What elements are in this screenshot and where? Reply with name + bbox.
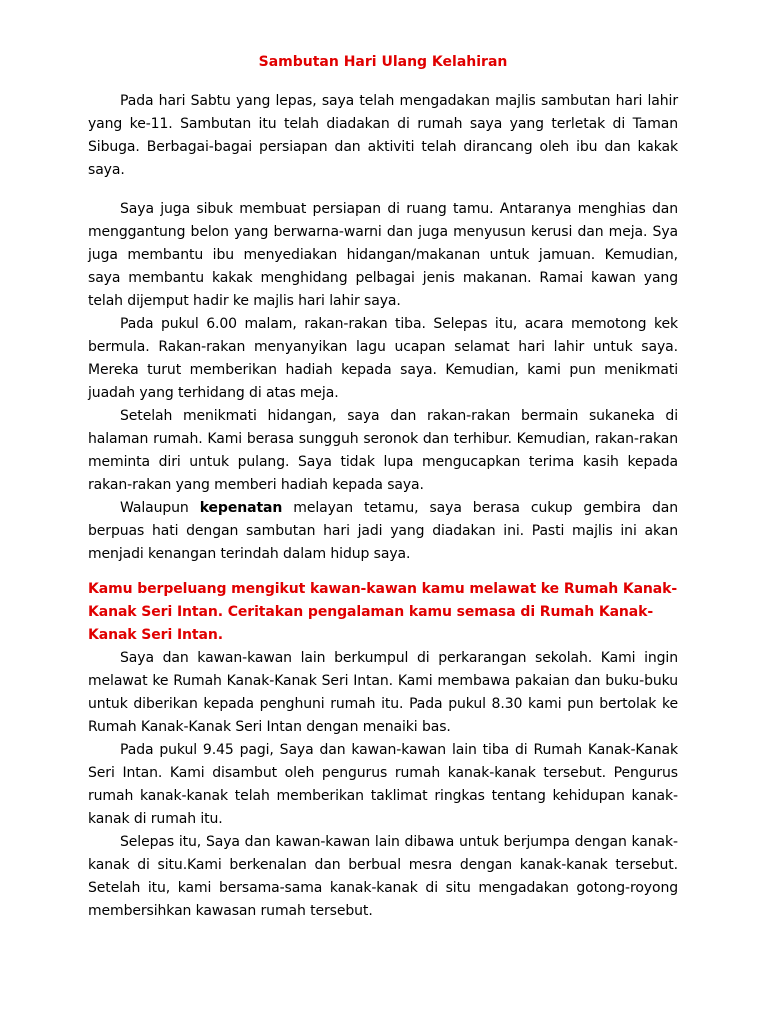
essay-question: Kamu berpeluang mengikut kawan-kawan kamu melawat ke Rumah Kanak-Kanak Seri Intan. Ceritakan pengalaman kamu semasa di Rumah Kanak-Kanak Seri Intan. <box>88 581 678 643</box>
paragraph-party: Pada pukul 6.00 malam, rakan-rakan tiba. Selepas itu, acara memotong kek bermula. Rakan-rakan menyanyikan lagu ucapan selamat hari lahir untuk saya. Mereka turut memberikan hadiah kepada saya. Kemudian, kami pun menikmati juadah yang terhidang di atas meja. <box>88 316 678 401</box>
answer-paragraph-arrival: Pada pukul 9.45 pagi, Saya dan kawan-kawan lain tiba di Rumah Kanak-Kanak Seri Intan. Kami disambut oleh pengurus rumah kanak-kanak tersebut. Pengurus rumah kanak-kanak telah memberikan taklimat ringkas tentang kehidupan kanak-kanak di rumah itu. <box>88 742 678 827</box>
conclusion-bold-word: kepenatan <box>199 500 283 516</box>
document-page <box>88 52 678 923</box>
conclusion-suffix: melayan tetamu, saya berasa cukup gembira dan berpuas hati dengan sambutan hari jadi yang diadakan ini. Pasti majlis ini akan menjadi kenangan terindah dalam hidup saya. <box>88 500 678 562</box>
document-title: Sambutan Hari Ulang Kelahiran <box>258 54 508 70</box>
answer-paragraph-gathering: Saya dan kawan-kawan lain berkumpul di perkarangan sekolah. Kami ingin melawat ke Rumah Kanak-Kanak Seri Intan. Kami membawa pakaian dan buku-buku untuk diberikan kepada penghuni rumah itu. Pada pukul 8.30 kami pun bertolak ke Rumah Kanak-Kanak Seri Intan dengan menaiki bas. <box>88 650 678 735</box>
paragraph-intro: Pada hari Sabtu yang lepas, saya telah mengadakan majlis sambutan hari lahir yang ke-11. Sambutan itu telah diadakan di rumah saya yang terletak di Taman Sibuga. Berbagai-bagai persiapan dan aktiviti telah dirancang oleh ibu dan kakak saya. <box>88 93 678 178</box>
paragraph-conclusion <box>88 497 678 566</box>
answer-paragraph-activities: Selepas itu, Saya dan kawan-kawan lain dibawa untuk berjumpa dengan kanak-kanak di situ.Kami berkenalan dan berbual mesra dengan kanak-kanak tersebut. Setelah itu, kami bersama-sama kanak-kanak di situ mengadakan gotong-royong membersihkan kawasan rumah tersebut. <box>88 834 678 919</box>
paragraph-preparation: Saya juga sibuk membuat persiapan di ruang tamu. Antaranya menghias dan menggantung belon yang berwarna-warni dan juga menyusun kerusi dan meja. Sya juga membantu ibu menyediakan hidangan/makanan untuk jamuan. Kemudian, saya membantu kakak menghidang pelbagai jenis makanan. Ramai kawan yang telah dijemput hadir ke majlis hari lahir saya. <box>88 201 678 309</box>
paragraph-games: Setelah menikmati hidangan, saya dan rakan-rakan bermain sukaneka di halaman rumah. Kami berasa sungguh seronok dan terhibur. Kemudian, rakan-rakan meminta diri untuk pulang. Saya tidak lupa mengucapkan terima kasih kepada rakan-rakan yang memberi hadiah kepada saya. <box>88 408 678 493</box>
conclusion-prefix: Walaupun <box>120 500 200 516</box>
